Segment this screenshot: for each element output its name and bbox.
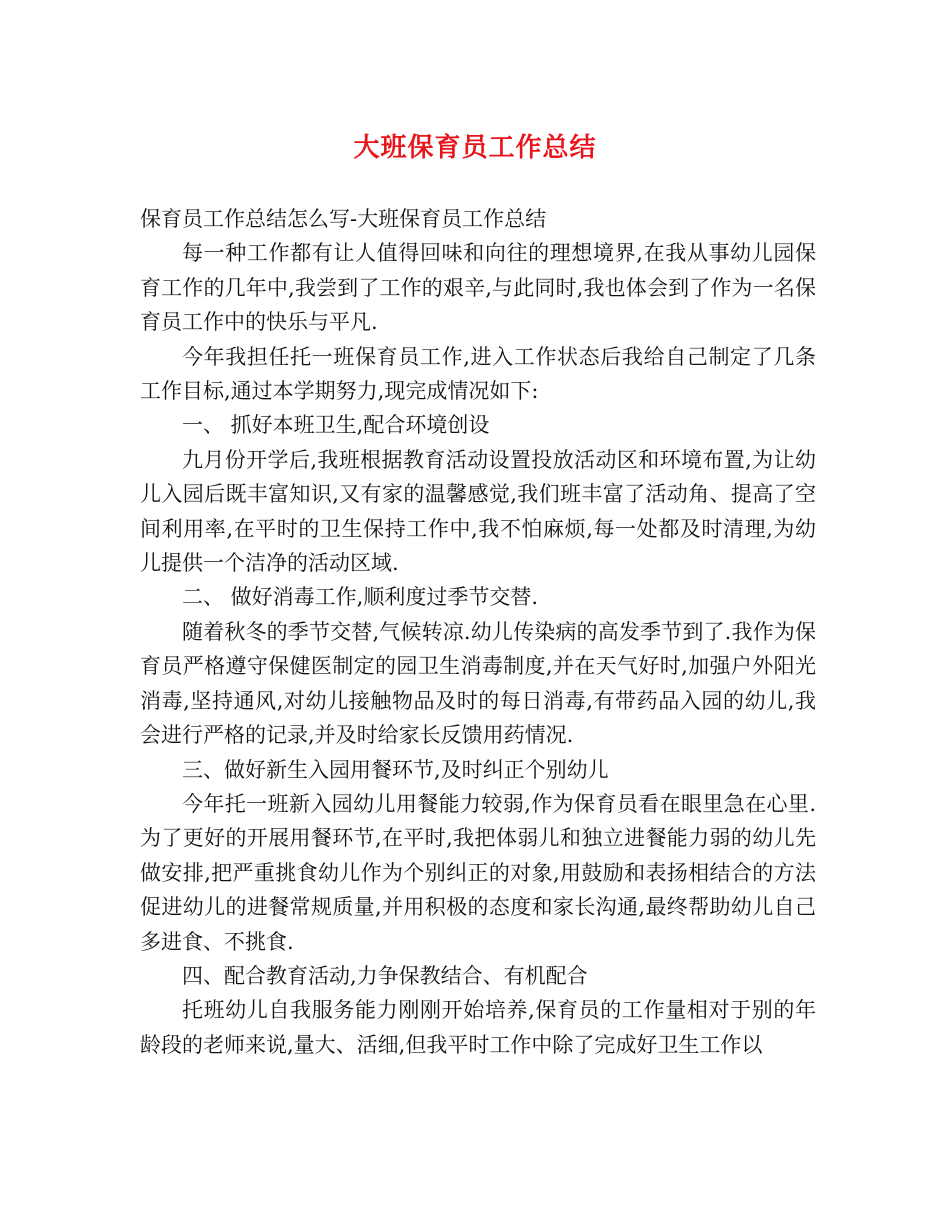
document-body [140,202,816,1062]
paragraph-section-4: 托班幼儿自我服务能力刚刚开始培养,保育员的工作量相对于别的年龄段的老师来说,量大、活细,但我平时工作中除了完成好卫生工作以 [140,998,816,1057]
paragraph-section-3: 今年托一班新入园幼儿用餐能力较弱,作为保育员看在眼里急在心里.为了更好的开展用餐环节,在平时,我把体弱儿和独立进餐能力弱的幼儿先做安排,把严重挑食幼儿作为个别纠正的对象,用鼓励和表扬相结合的方法促进幼儿的进餐常规质量,并用积极的态度和家长沟通,最终帮助幼儿自己多进食、不挑食. [140,791,816,954]
section-heading-4: 四、配合教育活动,力争保教结合、有机配合 [182,963,588,988]
subtitle-line: 保育员工作总结怎么写-大班保育员工作总结 [140,207,547,231]
section-heading-2: 二、 做好消毒工作,顺利度过季节交替. [182,585,539,610]
section-heading-3: 三、做好新生入园用餐环节,及时纠正个别幼儿 [182,757,609,782]
paragraph-intro: 每一种工作都有让人值得回味和向往的理想境界,在我从事幼儿园保育工作的几年中,我尝到了工作的艰辛,与此同时,我也体会到了作为一名保育员工作中的快乐与平凡. [140,241,816,335]
paragraph-goals: 今年我担任托一班保育员工作,进入工作状态后我给自己制定了几条工作目标,通过本学期努力,现完成情况如下: [140,344,816,404]
document-title: 大班保育员工作总结 [353,133,597,163]
section-heading-1: 一、 抓好本班卫生,配合环境创设 [182,413,490,438]
paragraph-section-2: 随着秋冬的季节交替,气候转凉.幼儿传染病的高发季节到了.我作为保育员严格遵守保健医制定的园卫生消毒制度,并在天气好时,加强户外阳光消毒,坚持通风,对幼儿接触物品及时的每日消毒,有带药品入园的幼儿,我会进行严格的记录,并及时给家长反馈用药情况. [140,619,816,748]
paragraph-section-1: 九月份开学后,我班根据教育活动设置投放活动区和环境布置,为让幼儿入园后既丰富知识,又有家的温馨感觉,我们班丰富了活动角、提高了空间利用率,在平时的卫生保持工作中,我不怕麻烦,每一处都及时清理,为幼儿提供一个洁净的活动区域. [140,447,816,576]
